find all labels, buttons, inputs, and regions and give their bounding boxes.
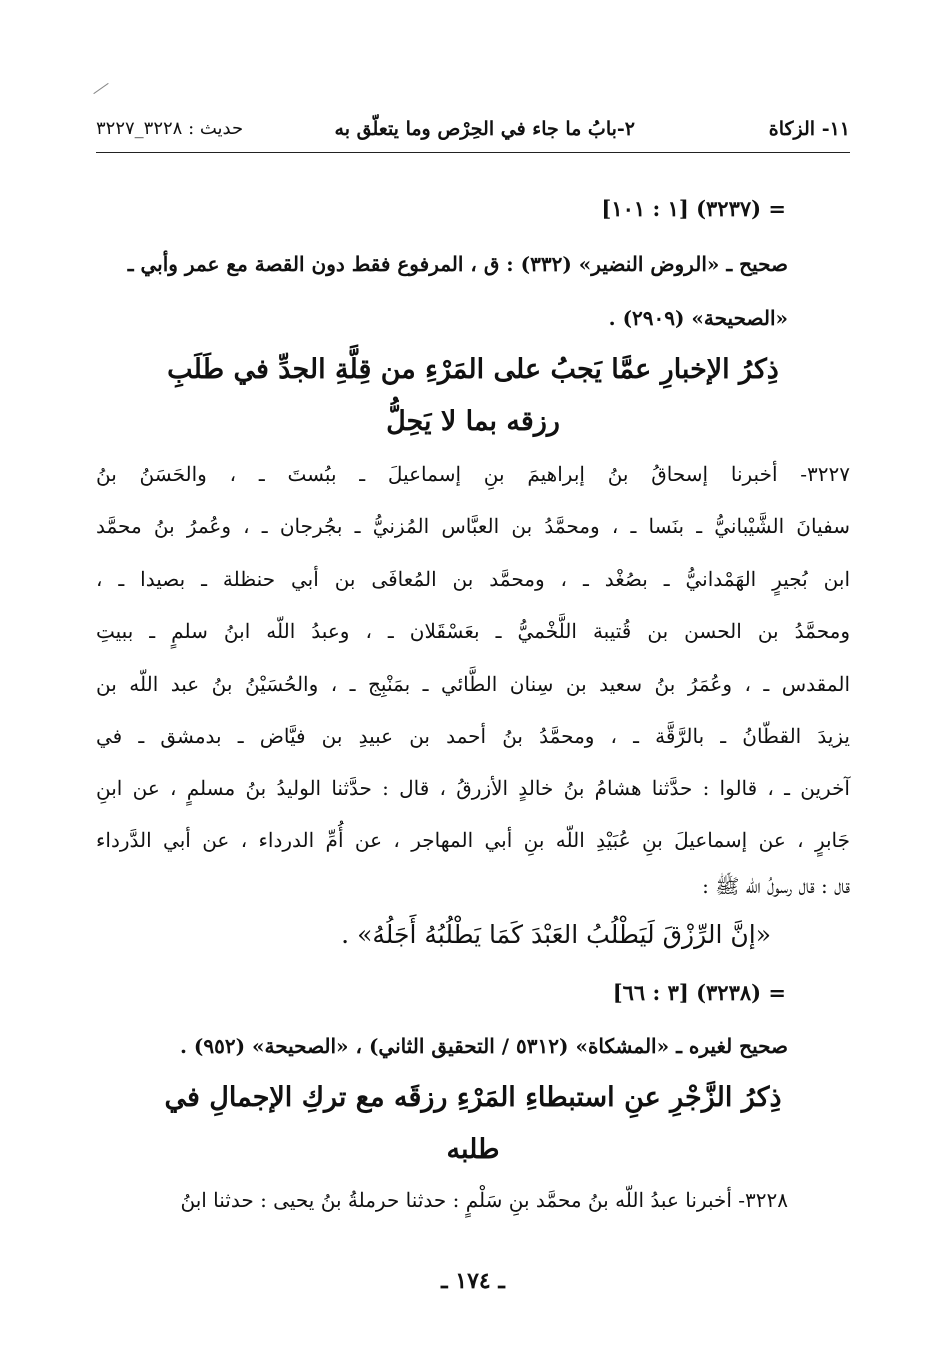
- section-title: ذِكرُ الإخبارِ عمَّا يَجبُ على المَرْءِ من قِلَّةِ الجدِّ في طَلَبِ: [167, 354, 779, 385]
- hadith-line: المقدس ـ ، وعُمَرُ بنُ سعيد بن سِنان الطَّائي ـ بمَنْبِج ـ ، والحُسَيْنُ بنُ عبد اللّه بن: [96, 672, 850, 696]
- hadith-line: ومحمَّدُ بن الحسن بن قُتيبة اللَّخْميُّ ـ بعَسْقَلان ـ ، وعبدُ اللّه ابنُ سلمٍ ـ ببيتِ: [96, 619, 850, 643]
- hadith-line: سفيانَ الشَّيْبانيُّ ـ بنَسا ـ ، ومحمَّدُ بن العبَّاس المُزنيُّ ـ بجُرجان ـ ، وعُمرُ بنُ محمَّد: [96, 514, 850, 538]
- scan-mark: [93, 83, 108, 94]
- section-title: رزقه بما لا يَحِلُّ: [386, 406, 560, 437]
- bab-title: ٢-بابُ ما جاء في الحِرْص وما يتعلّق به: [334, 118, 635, 140]
- hadith-line: يزيدَ القطّانُ ـ بالرَّقَّة ـ ، ومحمَّدُ بنُ أحمد بن عبيدِ بن فيَّاض ـ بدمشق ـ في: [96, 724, 850, 748]
- hadith-line: قال : قال رسولُ اللّه ﷺ :: [702, 874, 850, 898]
- grade-line: «الصحيحة» (٢٩٠٩) .: [608, 306, 788, 330]
- chapter-title: ١١- الزكاة: [768, 118, 850, 140]
- reference-line: = (٣٢٣٧) [١ : ١٠١]: [601, 196, 786, 221]
- page-number: ـ ١٧٤ ـ: [441, 1268, 505, 1294]
- hadith-line: جَابرٍ ، عن إسماعيلَ بنِ عُبَيْدِ اللّه بنِ أبي المهاجر ، عن أُمِّ الدرداء ، عن أبي الدَّرداء: [96, 828, 850, 852]
- hadith-range: حديث : ٣٢٢٨_٣٢٢٧: [96, 118, 244, 139]
- hadith-line: آخرين ـ ، قالوا : حدَّثنا هشامُ بنُ خالدٍ الأزرقُ ، قال : حدَّثنا الوليدُ بنُ مسلمٍ ، عن ابنِ: [96, 776, 850, 800]
- header-rule: [96, 152, 850, 153]
- section-title: طلبه: [446, 1134, 500, 1165]
- grade-line: صحيح لغيره ـ «المشكاة» (٥٣١٢ / التحقيق الثاني) ، «الصحيحة» (٩٥٢) .: [179, 1034, 788, 1058]
- section-title: ذِكرُ الزَّجْرِ عنِ استبطاءِ المَرْءِ رزقَه مع تركِ الإجمالِ في: [164, 1082, 782, 1113]
- hadith-line: ابن بُجيرٍ الهَمْدانيُّ ـ بصُغْد ـ ، ومحمَّد بن المُعافَى بن أبي حنظلة ـ بصيدا ـ ،: [96, 567, 850, 591]
- hadith-line: ٣٢٢٧- أخبرنا إسحاقُ بنُ إبراهيمَ بنِ إسماعيلَ ـ ببُستَ ـ ، والحَسَنُ بنُ: [96, 462, 850, 486]
- hadith-line: ٣٢٢٨- أخبرنا عبدُ اللّه بنُ محمَّد بنِ سَلْمٍ : حدثنا حرملةُ بنُ يحيى : حدثنا ابنُ: [180, 1188, 788, 1212]
- reference-line: = (٣٢٣٨) [٣ : ٦٦]: [612, 980, 786, 1005]
- grade-line: صحيح ـ «الروض النضير» (٣٣٢) : ق ، المرفوع فقط دون القصة مع عمر وأبي ـ: [127, 252, 788, 276]
- running-header: [96, 118, 850, 148]
- hadith-text: «إنَّ الرِّزْقَ لَيَطْلُبُ العَبْدَ كَمَا يَطْلُبُهُ أَجَلُهُ» .: [341, 920, 771, 949]
